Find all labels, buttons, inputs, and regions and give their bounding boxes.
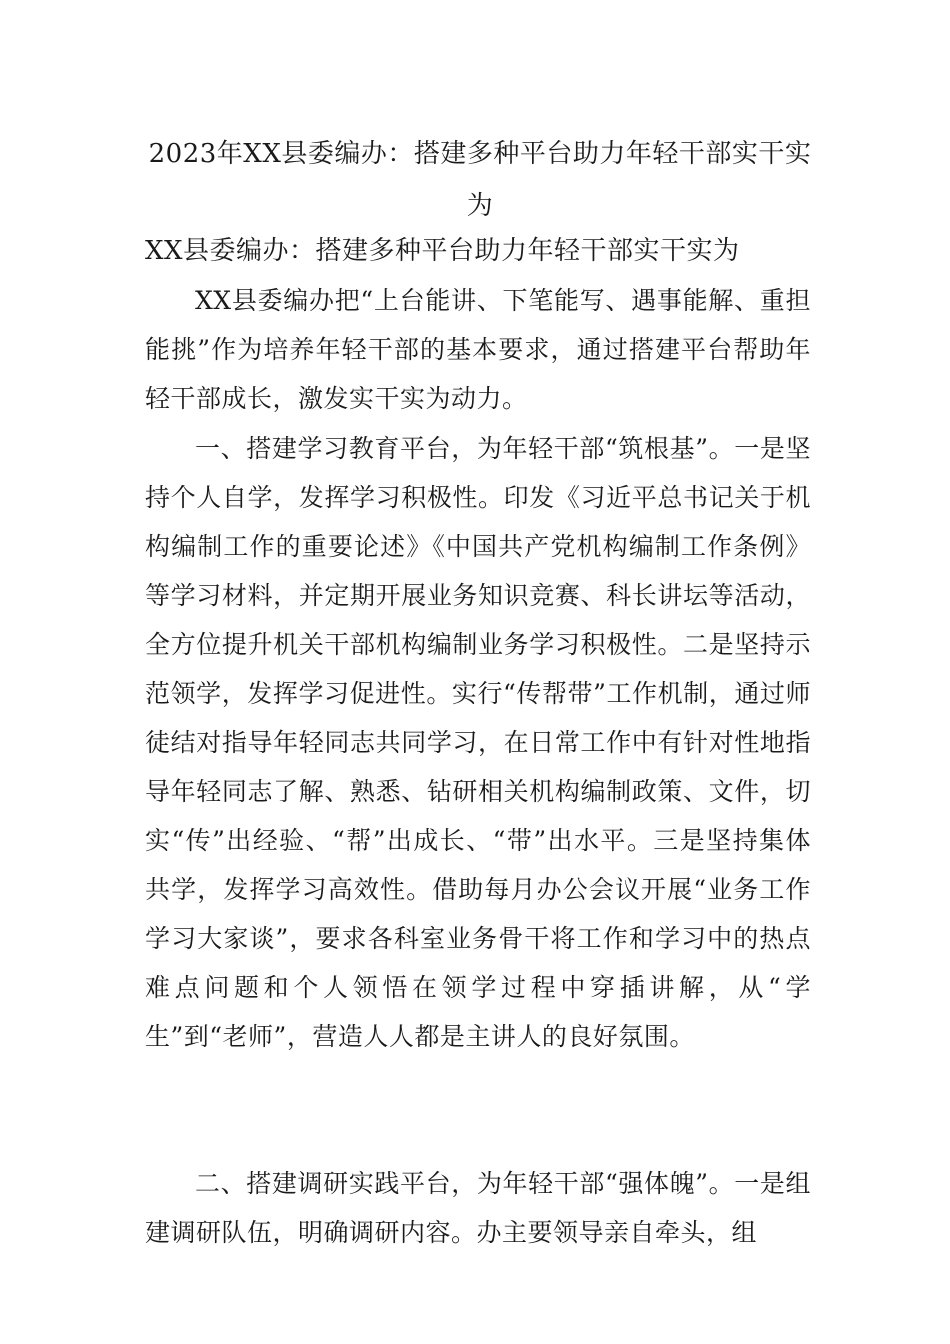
paragraph-section-one: 一、搭建学习教育平台，为年轻干部“筑根基”。一是坚持个人自学，发挥学习积极性。印发《习近平总书记关于机构编制工作的重要论述》《中国共产党机构编制工作条例》等学习材料，并定期开展业务知识竞赛、科长讲坛等活动，全方位提升机关干部机构编制业务学习积极性。二是坚持示范领学，发挥学习促进性。实行“传帮带”工作机制，通过师徒结对指导年轻同志共同学习，在日常工作中有针对性地指导年轻同志了解、熟悉、钻研相关机构编制政策、文件，切实“传”出经验、“帮”出成长、“带”出水平。三是坚持集体共学，发挥学习高效性。借助每月办公会议开展“业务工作学习大家谈”，要求各科室业务骨干将工作和学习中的热点难点问题和个人领悟在领学过程中穿插讲解，从“学生”到“老师”，营造人人都是主讲人的良好氛围。 [145, 434, 811, 1051]
document-title: 2023年XX县委编办：搭建多种平台助力年轻干部实干实为 [148, 139, 812, 221]
paragraph-intro: XX县委编办把“上台能讲、下笔能写、遇事能解、重担能挑”作为培养年轻干部的基本要求，通过搭建平台帮助年轻干部成长，激发实干实为动力。 [145, 286, 811, 413]
paragraph-section-two: 二、搭建调研实践平台，为年轻干部“强体魄”。一是组建调研队伍，明确调研内容。办主要领导亲自牵头，组 [145, 1169, 811, 1247]
document-subtitle: XX县委编办：搭建多种平台助力年轻干部实干实为 [145, 236, 740, 266]
